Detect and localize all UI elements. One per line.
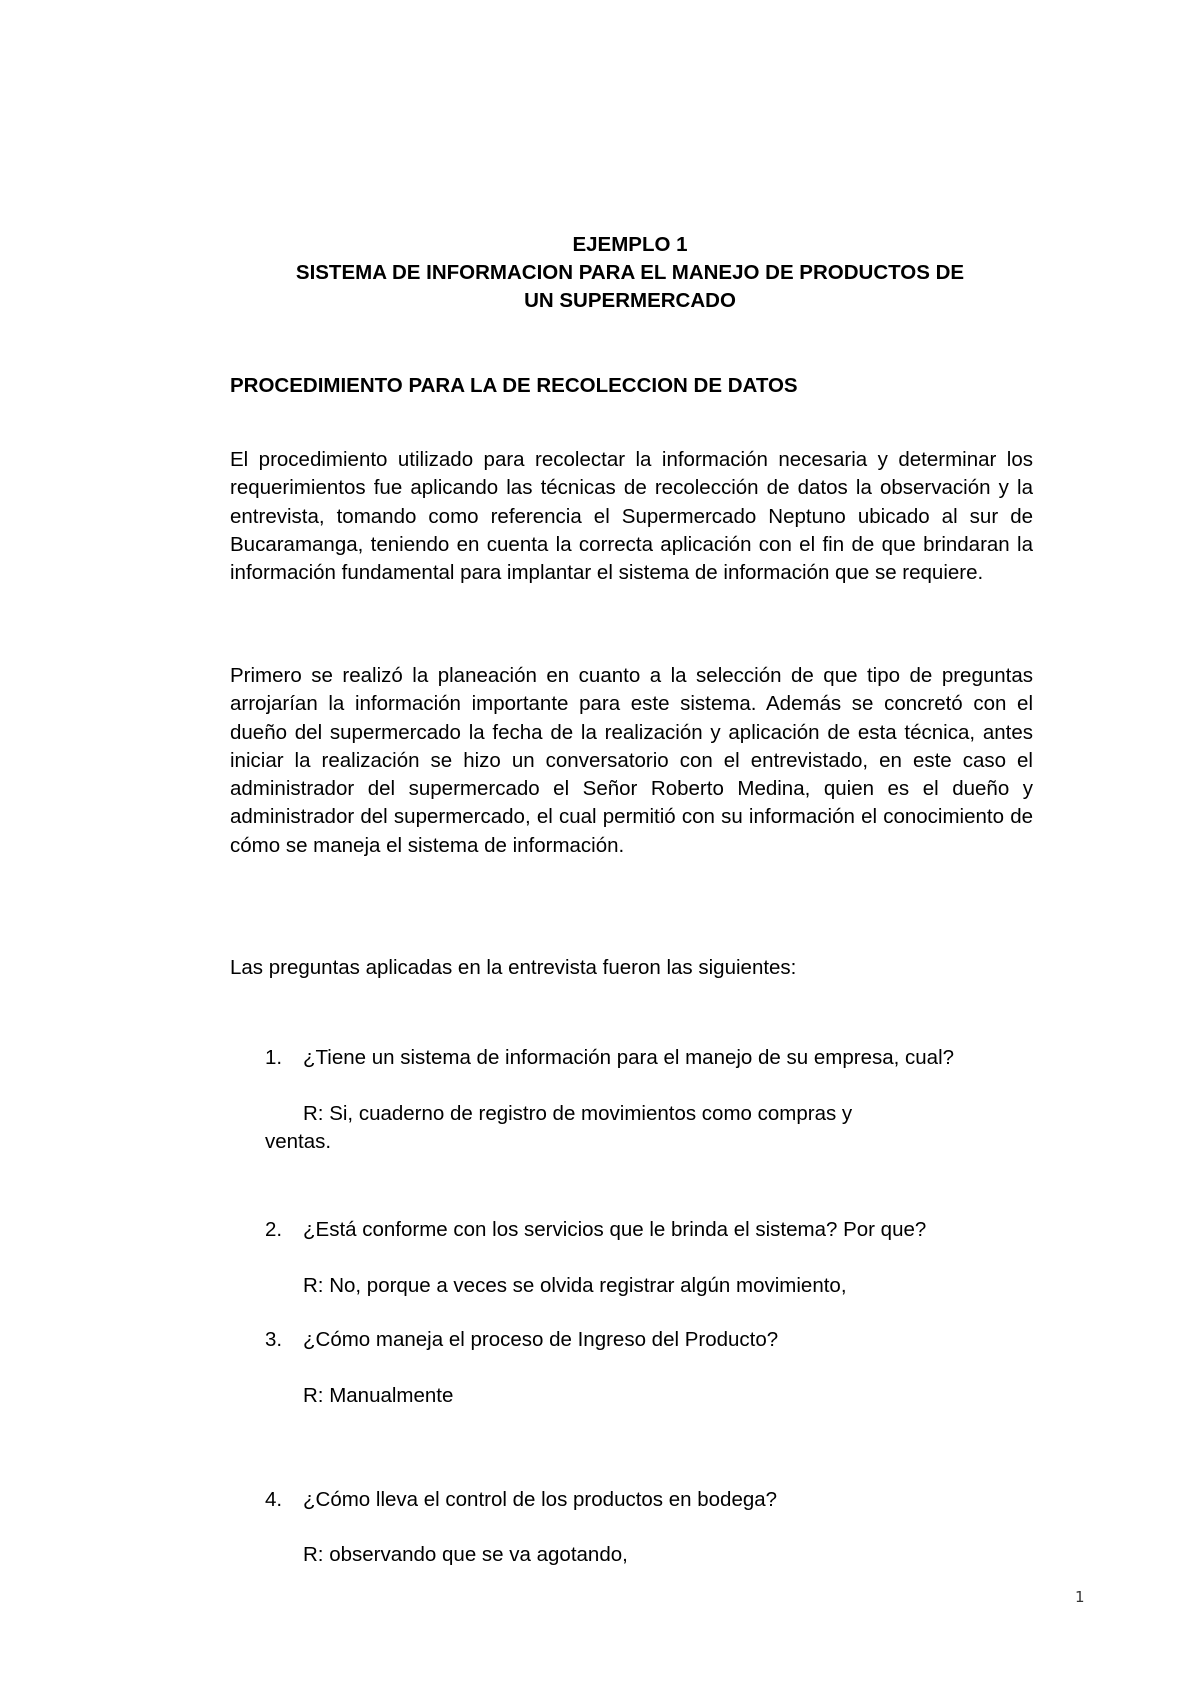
question-number: 1. xyxy=(265,1046,283,1069)
question-number: 2. xyxy=(265,1218,283,1241)
title-line-1: EJEMPLO 1 xyxy=(572,233,688,256)
answer-text: R: No, porque a veces se olvida registrar algún movimiento, xyxy=(303,1274,847,1297)
question-text: ¿Está conforme con los servicios que le brinda el sistema? Por que? xyxy=(303,1218,927,1241)
section-heading: PROCEDIMIENTO PARA LA DE RECOLECCION DE DATOS xyxy=(230,374,798,397)
answer-text-continued: ventas. xyxy=(265,1130,332,1153)
page-number: 1 xyxy=(1075,1588,1085,1606)
answer-text: R: observando que se va agotando, xyxy=(303,1543,628,1566)
question-text: ¿Tiene un sistema de información para el manejo de su empresa, cual? xyxy=(303,1046,955,1069)
paragraph-planning: Primero se realizó la planeación en cuanto a la selección de que tipo de preguntas arrojarían la información importante para este sistema. Además se concretó con el dueño del supermercado la fecha de la realización y aplicación de esta técnica, antes iniciar la realización se hizo un conversatorio con el entrevistado, en este caso el administrador del supermercado el Señor Roberto Medina, quien es el dueño y administrador del supermercado, el cual permitió con su información el conocimiento de cómo se maneja el sistema de información. xyxy=(230,664,1033,857)
question-number: 3. xyxy=(265,1328,283,1351)
question-text: ¿Cómo maneja el proceso de Ingreso del Producto? xyxy=(303,1328,779,1351)
question-number: 4. xyxy=(265,1488,283,1511)
paragraph-procedure: El procedimiento utilizado para recolectar la información necesaria y determinar los requerimientos fue aplicando las técnicas de recolección de datos la observación y la entrevista, tomando como referencia el Supermercado Neptuno ubicado al sur de Bucaramanga, teniendo en cuenta la correcta aplicación con el fin de que brindaran la información fundamental para implantar el sistema de información que se requiere. xyxy=(230,448,1033,585)
title-line-2: SISTEMA DE INFORMACION PARA EL MANEJO DE PRODUCTOS DE xyxy=(295,261,965,284)
question-text: ¿Cómo lleva el control de los productos en bodega? xyxy=(303,1488,778,1511)
document-title xyxy=(225,231,1035,315)
answer-text: R: Si, cuaderno de registro de movimientos como compras y xyxy=(303,1102,853,1125)
answer-text: R: Manualmente xyxy=(303,1384,454,1407)
paragraph-questions-intro: Las preguntas aplicadas en la entrevista fueron las siguientes: xyxy=(230,956,797,979)
title-line-3: UN SUPERMERCADO xyxy=(524,289,736,312)
